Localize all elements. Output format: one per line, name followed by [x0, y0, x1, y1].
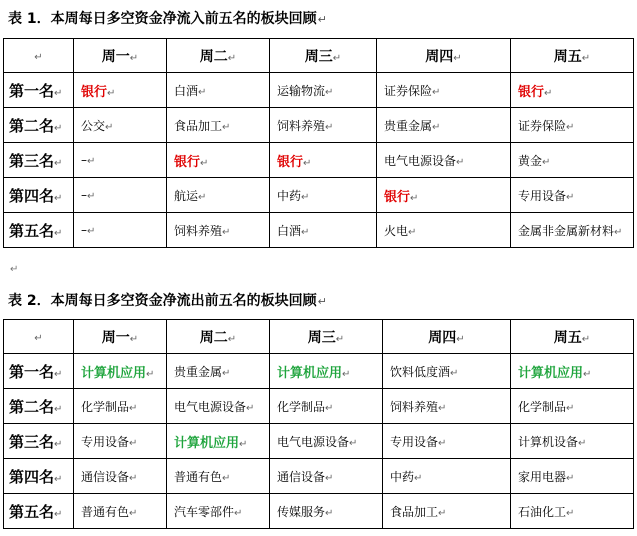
- return-mark: ↵: [227, 333, 237, 345]
- corner-cell: [4, 320, 74, 354]
- sector-cell: [167, 213, 270, 248]
- return-mark: ↵: [456, 156, 465, 168]
- sector-cell: [270, 494, 383, 529]
- sector-cell: [511, 178, 634, 213]
- sector-cell: [167, 73, 270, 108]
- sector-name: 通信设备: [277, 469, 326, 484]
- sector-cell: [167, 143, 270, 178]
- return-mark: ↵: [438, 437, 447, 449]
- return-mark: ↵: [198, 86, 207, 98]
- table-row: [4, 108, 634, 143]
- sector-cell: [270, 108, 377, 143]
- sector-name: 火电: [384, 223, 409, 238]
- return-mark: ↵: [129, 333, 139, 345]
- table-row: [4, 354, 634, 389]
- return-mark: ↵: [325, 86, 334, 98]
- sector-name: 食品加工: [174, 118, 223, 133]
- sector-cell: [377, 73, 511, 108]
- return-mark: ↵: [34, 332, 43, 344]
- sector-name: 银行: [81, 84, 108, 100]
- return-mark: ↵: [227, 52, 237, 64]
- sector-name: 饮料低度酒: [390, 364, 451, 379]
- rank-text: 第四名: [9, 186, 55, 205]
- return-mark: ↵: [107, 87, 116, 99]
- table-row: [4, 494, 634, 529]
- sector-name: 银行: [384, 189, 411, 205]
- empty-paragraph-mark: ↵: [10, 264, 19, 275]
- sector-cell: [74, 73, 167, 108]
- sector-cell: [383, 494, 511, 529]
- table1-caption-text: 表 1．本周每日多空资金净流入前五名的板块回顾: [8, 11, 317, 27]
- sector-name: 计算机应用: [518, 365, 584, 381]
- day-label: 周一: [101, 329, 130, 346]
- sector-name: 饲料养殖: [277, 118, 326, 133]
- return-mark: ↵: [54, 192, 63, 204]
- sector-name: 银行: [518, 84, 545, 100]
- sector-name: 饲料养殖: [390, 399, 439, 414]
- day-header: [511, 39, 634, 73]
- sector-name: 食品加工: [390, 504, 439, 519]
- rank-text: 第二名: [9, 397, 55, 416]
- return-mark: ↵: [581, 333, 591, 345]
- return-mark: ↵: [54, 438, 63, 450]
- sector-cell: [377, 108, 511, 143]
- sector-cell: [511, 213, 634, 248]
- sector-name: 金属非金属新材料: [518, 223, 615, 238]
- header-row: [4, 39, 634, 73]
- sector-name: 运输物流: [277, 83, 326, 98]
- day-label: 周二: [199, 48, 228, 65]
- outflow-table-body: [4, 320, 634, 529]
- return-mark: ↵: [222, 121, 231, 133]
- sector-cell: [74, 108, 167, 143]
- rank-text: 第四名: [9, 467, 55, 486]
- return-mark: ↵: [87, 156, 96, 167]
- day-label: 周四: [428, 329, 457, 346]
- sector-cell: [74, 389, 167, 424]
- sector-name: 化学制品: [277, 399, 326, 414]
- sector-name: 航运: [174, 188, 199, 203]
- rank-label: [4, 354, 74, 389]
- sector-cell: [167, 354, 270, 389]
- header-row: [4, 320, 634, 354]
- return-mark: ↵: [301, 226, 310, 238]
- return-mark: ↵: [332, 52, 342, 64]
- day-header: [74, 39, 167, 73]
- return-mark: ↵: [566, 191, 575, 203]
- day-header: [270, 39, 377, 73]
- sector-cell: [167, 108, 270, 143]
- sector-name: 电气电源设备: [277, 434, 350, 449]
- corner-cell: [4, 39, 74, 73]
- return-mark: ↵: [317, 295, 327, 308]
- inflow-table: [3, 38, 634, 248]
- sector-cell: [511, 73, 634, 108]
- sector-cell: [377, 213, 511, 248]
- return-mark: ↵: [54, 227, 63, 239]
- sector-name: 银行: [277, 154, 304, 170]
- table2-caption: [8, 291, 327, 312]
- return-mark: ↵: [438, 507, 447, 519]
- return-mark: ↵: [222, 367, 231, 379]
- day-label: 周四: [425, 48, 454, 65]
- return-mark: ↵: [129, 402, 138, 414]
- sector-cell: [167, 459, 270, 494]
- return-mark: ↵: [414, 472, 423, 484]
- sector-cell: [511, 143, 634, 178]
- sector-cell: [270, 354, 383, 389]
- return-mark: ↵: [317, 13, 327, 26]
- sector-name: 电气电源设备: [174, 399, 247, 414]
- return-mark: ↵: [450, 367, 459, 379]
- sector-name: 计算机应用: [81, 365, 147, 381]
- sector-name: 专用设备: [518, 188, 567, 203]
- return-mark: ↵: [239, 438, 248, 450]
- return-mark: ↵: [129, 437, 138, 449]
- return-mark: ↵: [129, 507, 138, 519]
- return-mark: ↵: [234, 507, 243, 519]
- sector-name: 饲料养殖: [174, 223, 223, 238]
- sector-cell: [270, 424, 383, 459]
- return-mark: ↵: [301, 191, 310, 203]
- sector-name: 家用电器: [518, 469, 567, 484]
- return-mark: ↵: [325, 402, 334, 414]
- return-mark: ↵: [54, 368, 63, 380]
- day-label: 周五: [553, 48, 582, 65]
- return-mark: ↵: [432, 121, 441, 133]
- sector-cell: [511, 494, 634, 529]
- rank-label: [4, 178, 74, 213]
- sector-name: 白酒: [174, 83, 199, 98]
- return-mark: ↵: [325, 507, 334, 519]
- sector-name: 公交: [81, 118, 106, 133]
- sector-cell: [270, 73, 377, 108]
- sector-cell: [270, 143, 377, 178]
- rank-label: [4, 73, 74, 108]
- table-row: [4, 459, 634, 494]
- sector-name: 证券保险: [384, 83, 433, 98]
- return-mark: ↵: [581, 52, 591, 64]
- rank-text: 第二名: [9, 116, 55, 135]
- sector-cell: [377, 178, 511, 213]
- sector-cell: [377, 143, 511, 178]
- return-mark: ↵: [222, 472, 231, 484]
- sector-name: 白酒: [277, 223, 302, 238]
- rank-text: 第五名: [9, 221, 55, 240]
- return-mark: ↵: [432, 86, 441, 98]
- return-mark: ↵: [34, 51, 43, 63]
- return-mark: ↵: [222, 226, 231, 238]
- sector-name: 化学制品: [81, 399, 130, 414]
- sector-cell: [383, 424, 511, 459]
- day-label: 周一: [101, 48, 130, 65]
- sector-name: 计算机应用: [277, 365, 343, 381]
- sector-name: 计算机应用: [174, 435, 240, 451]
- sector-name: 黄金: [518, 153, 543, 168]
- sector-name: 中药: [277, 188, 302, 203]
- sector-cell: [511, 354, 634, 389]
- return-mark: ↵: [453, 52, 462, 64]
- return-mark: ↵: [54, 157, 63, 169]
- return-mark: ↵: [342, 368, 351, 380]
- sector-cell: [511, 108, 634, 143]
- sector-name: 汽车零部件: [174, 504, 235, 519]
- sector-cell: [383, 354, 511, 389]
- sector-cell: [511, 424, 634, 459]
- return-mark: ↵: [200, 157, 209, 169]
- day-header: [167, 39, 270, 73]
- table-row: [4, 389, 634, 424]
- rank-text: 第三名: [9, 432, 55, 451]
- sector-cell: [270, 459, 383, 494]
- day-header: [377, 39, 511, 73]
- sector-cell: [270, 389, 383, 424]
- return-mark: ↵: [544, 87, 553, 99]
- sector-cell: [74, 178, 167, 213]
- sector-name: 普通有色: [174, 469, 223, 484]
- rank-label: [4, 213, 74, 248]
- day-label: 周二: [199, 329, 228, 346]
- return-mark: ↵: [566, 472, 575, 484]
- table-row: [4, 213, 634, 248]
- sector-cell: [167, 424, 270, 459]
- return-mark: ↵: [335, 333, 345, 345]
- table2-caption-text: 表 2．本周每日多空资金净流出前五名的板块回顾: [8, 293, 317, 309]
- sector-name: 贵重金属: [384, 118, 433, 133]
- inflow-table-body: [4, 39, 634, 248]
- return-mark: ↵: [129, 472, 138, 484]
- sector-name: 通信设备: [81, 469, 130, 484]
- return-mark: ↵: [583, 368, 592, 380]
- sector-name: –: [81, 188, 87, 202]
- rank-label: [4, 389, 74, 424]
- sector-name: 专用设备: [390, 434, 439, 449]
- sector-cell: [74, 354, 167, 389]
- return-mark: ↵: [198, 191, 207, 203]
- day-label: 周三: [304, 48, 333, 65]
- rank-text: 第一名: [9, 81, 55, 100]
- sector-cell: [383, 389, 511, 424]
- rank-label: [4, 108, 74, 143]
- return-mark: ↵: [542, 156, 551, 168]
- return-mark: ↵: [54, 87, 63, 99]
- return-mark: ↵: [410, 192, 419, 204]
- sector-cell: [383, 459, 511, 494]
- sector-name: 普通有色: [81, 504, 130, 519]
- sector-cell: [74, 213, 167, 248]
- sector-name: 传媒服务: [277, 504, 326, 519]
- sector-name: 电气电源设备: [384, 153, 457, 168]
- rank-text: 第五名: [9, 502, 55, 521]
- return-mark: ↵: [129, 52, 139, 64]
- sector-name: –: [81, 223, 87, 237]
- sector-name: –: [81, 153, 87, 167]
- rank-text: 第一名: [9, 362, 55, 381]
- outflow-table: [3, 319, 634, 529]
- rank-label: [4, 494, 74, 529]
- sector-name: 石油化工: [518, 504, 567, 519]
- return-mark: ↵: [566, 402, 575, 414]
- return-mark: ↵: [438, 402, 447, 414]
- return-mark: ↵: [87, 191, 96, 202]
- table1-caption: [8, 9, 327, 30]
- sector-name: 银行: [174, 154, 201, 170]
- sector-cell: [167, 178, 270, 213]
- return-mark: ↵: [54, 122, 63, 134]
- rank-label: [4, 459, 74, 494]
- day-header: [511, 320, 634, 354]
- sector-cell: [74, 143, 167, 178]
- table-row: [4, 424, 634, 459]
- return-mark: ↵: [614, 226, 623, 238]
- return-mark: ↵: [54, 403, 63, 415]
- return-mark: ↵: [87, 226, 96, 237]
- day-header: [270, 320, 383, 354]
- sector-cell: [511, 459, 634, 494]
- return-mark: ↵: [146, 368, 155, 380]
- return-mark: ↵: [566, 121, 575, 133]
- sector-cell: [270, 178, 377, 213]
- return-mark: ↵: [246, 402, 255, 414]
- return-mark: ↵: [303, 157, 312, 169]
- sector-cell: [270, 213, 377, 248]
- sector-name: 中药: [390, 469, 415, 484]
- day-header: [74, 320, 167, 354]
- rank-label: [4, 143, 74, 178]
- return-mark: ↵: [54, 473, 63, 485]
- sector-name: 证券保险: [518, 118, 567, 133]
- sector-name: 专用设备: [81, 434, 130, 449]
- return-mark: ↵: [456, 333, 465, 345]
- return-mark: ↵: [325, 121, 334, 133]
- day-header: [167, 320, 270, 354]
- return-mark: ↵: [578, 437, 587, 449]
- sector-cell: [74, 424, 167, 459]
- sector-cell: [74, 459, 167, 494]
- table-row: [4, 73, 634, 108]
- return-mark: ↵: [54, 508, 63, 520]
- sector-cell: [74, 494, 167, 529]
- rank-text: 第三名: [9, 151, 55, 170]
- sector-cell: [167, 494, 270, 529]
- rank-label: [4, 424, 74, 459]
- sector-name: 计算机设备: [518, 434, 579, 449]
- return-mark: ↵: [408, 226, 417, 238]
- return-mark: ↵: [566, 507, 575, 519]
- sector-name: 贵重金属: [174, 364, 223, 379]
- sector-cell: [167, 389, 270, 424]
- sector-name: 化学制品: [518, 399, 567, 414]
- return-mark: ↵: [349, 437, 358, 449]
- table-row: [4, 143, 634, 178]
- day-label: 周三: [307, 329, 336, 346]
- sector-cell: [511, 389, 634, 424]
- day-label: 周五: [553, 329, 582, 346]
- table-row: [4, 178, 634, 213]
- return-mark: ↵: [105, 121, 114, 133]
- return-mark: ↵: [325, 472, 334, 484]
- day-header: [383, 320, 511, 354]
